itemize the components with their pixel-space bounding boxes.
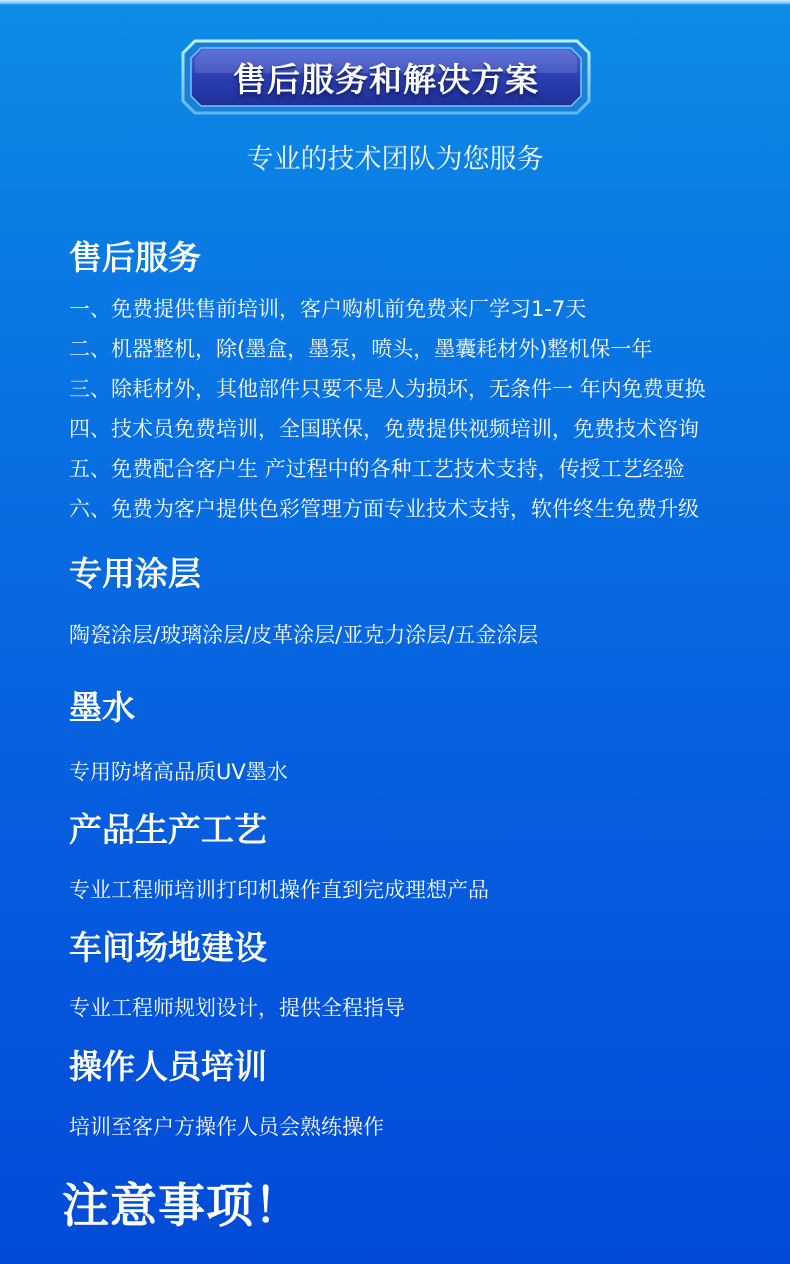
service-item: 一、免费提供售前培训，客户购机前免费来厂学习1-7天 — [69, 297, 587, 321]
coating-text: 陶瓷涂层/玻璃涂层/皮革涂层/亚克力涂层/五金涂层 — [69, 623, 539, 647]
after-sales-heading: 售后服务 — [69, 238, 201, 277]
service-item: 三、除耗材外，其他部件只要不是人为损坏，无条件一 年内免费更换 — [69, 377, 706, 401]
page-subtitle: 专业的技术团队为您服务 — [246, 144, 544, 175]
process-text: 专业工程师培训打印机操作直到完成理想产品 — [69, 878, 489, 902]
service-item: 五、免费配合客户生 产过程中的各种工艺技术支持，传授工艺经验 — [69, 457, 685, 481]
notice-title: 注意事项！ — [62, 1179, 302, 1234]
service-item: 二、机器整机，除(墨盒，墨泵，喷头，墨囊耗材外)整机保一年 — [69, 337, 653, 361]
process-heading: 产品生产工艺 — [69, 810, 267, 849]
ink-text: 专用防堵高品质UV墨水 — [69, 760, 288, 784]
title-banner — [181, 39, 591, 115]
service-item: 四、技术员免费培训，全国联保，免费提供视频培训，免费技术咨询 — [69, 417, 699, 441]
top-highlight-strip — [0, 0, 790, 5]
training-text: 培训至客户方操作人员会熟练操作 — [69, 1115, 384, 1139]
workshop-text: 专业工程师规划设计，提供全程指导 — [69, 996, 405, 1020]
training-heading: 操作人员培训 — [69, 1047, 267, 1086]
ink-heading: 墨水 — [69, 688, 135, 727]
banner-title: 售后服务和解决方案 — [233, 59, 539, 99]
coating-heading: 专用涂层 — [69, 554, 201, 593]
workshop-heading: 车间场地建设 — [69, 928, 267, 967]
service-item: 六、免费为客户提供色彩管理方面专业技术支持，软件终生免费升级 — [69, 497, 699, 521]
